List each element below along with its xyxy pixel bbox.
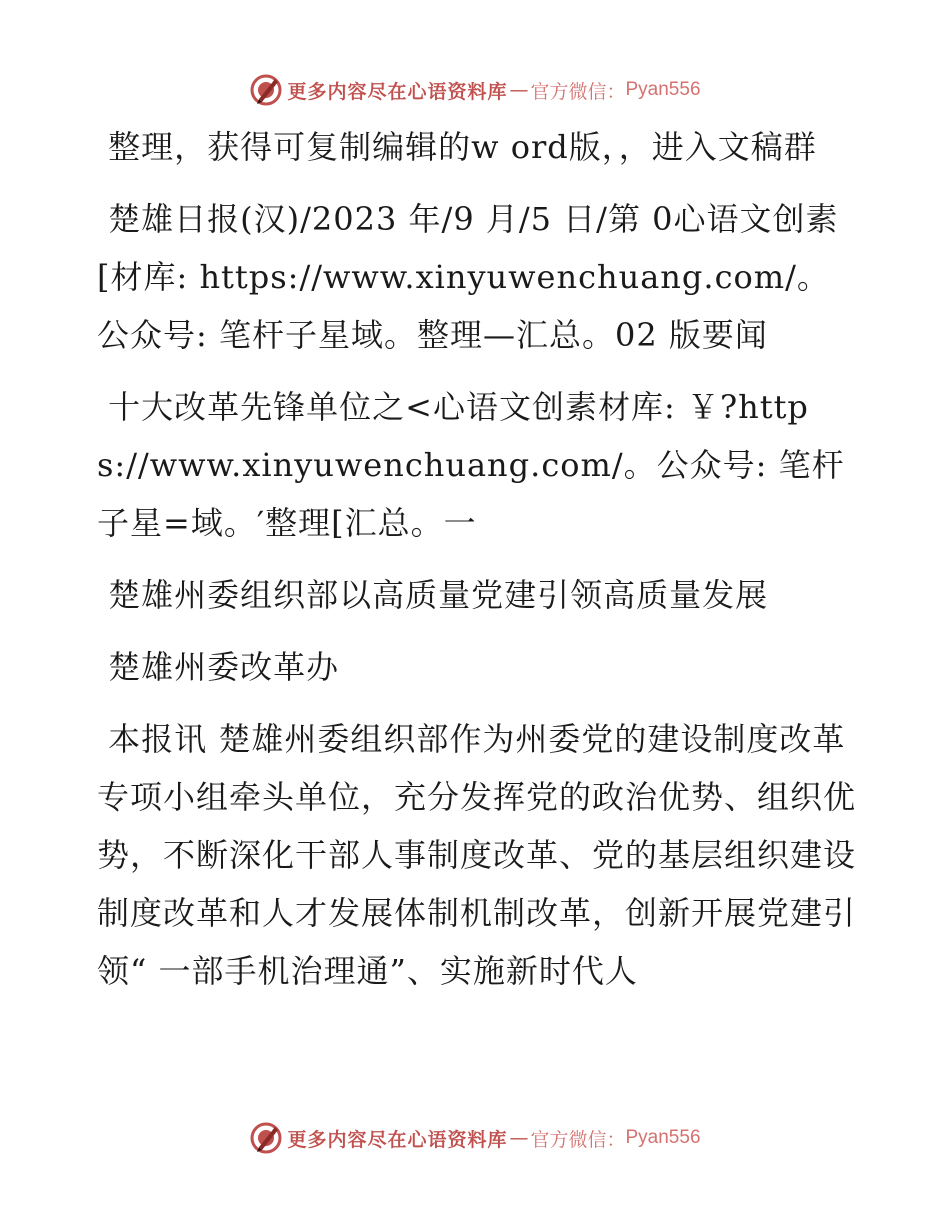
watermark-separator: —	[509, 79, 529, 101]
article-body: 本报讯 楚雄州委组织部作为州委党的建设制度改革专项小组牵头单位，充分发挥党的政治优势、组织优势，不断深化干部人事制度改革、党的基层组织建设制度改革和人才发展体制机制改革，创新开展党建引领“ 一部手机治理通”、实施新时代人	[97, 720, 857, 990]
paragraph-intro: 整理，获得可复制编辑的w ord版，，进入文稿群	[97, 128, 817, 166]
paragraph-source: 楚雄日报(汉)/2023 年/9 月/5 日/第 0心语文创素[材库: https://www.xinyuwenchuang.com/。公众号: 笔杆子星域。整理—汇总。02 版要闻	[97, 200, 839, 354]
watermark-brand: 更多内容尽在心语资料库	[287, 1128, 508, 1151]
watermark-header	[0, 70, 950, 110]
watermark-wechat-label: 官方微信：	[530, 80, 626, 103]
watermark-wechat-id: Pyan556	[625, 79, 701, 100]
pen-logo-icon	[249, 73, 283, 107]
pen-logo-icon	[249, 1121, 283, 1155]
document-body	[97, 118, 857, 1014]
paragraph-series: 十大改革先锋单位之<心语文创素材库: ￥?https://www.xinyuwenchuang.com/。公众号: 笔杆子星=域。′整理[汇总。一	[97, 388, 845, 542]
watermark-separator: —	[509, 1127, 529, 1149]
watermark-wechat-id: Pyan556	[625, 1127, 701, 1148]
article-headline: 楚雄州委组织部以高质量党建引领高质量发展	[97, 576, 769, 614]
article-byline: 楚雄州委改革办	[97, 648, 340, 686]
watermark-wechat-label: 官方微信：	[530, 1128, 626, 1151]
watermark-brand: 更多内容尽在心语资料库	[287, 80, 508, 103]
watermark-footer	[0, 1118, 950, 1158]
